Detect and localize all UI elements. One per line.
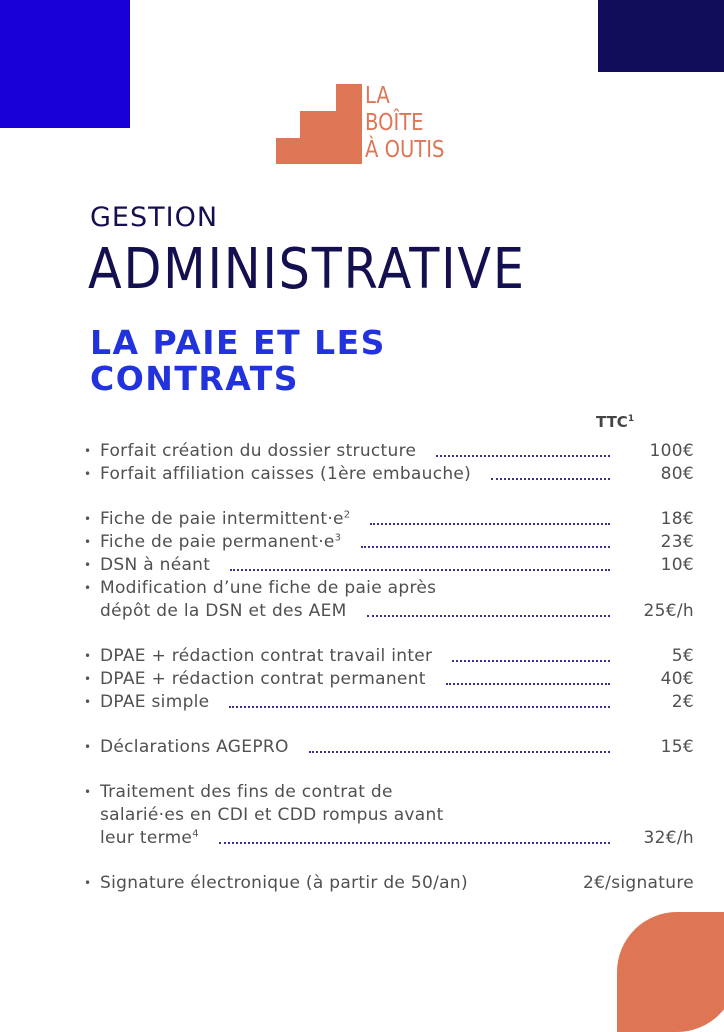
bullet-icon: • [84, 467, 92, 481]
dot-leader [230, 569, 610, 571]
list-item-price: 25€/h [643, 601, 694, 621]
group-spacer [84, 623, 694, 645]
price-column-header [596, 413, 634, 431]
list-item-text: Fiche de paie permanent·e [100, 532, 335, 552]
footnote-marker: 3 [334, 532, 342, 544]
dot-leader [309, 751, 610, 753]
list-item [84, 577, 694, 600]
logo-text [365, 83, 444, 164]
bullet-icon: • [84, 535, 92, 549]
list-item [84, 804, 694, 827]
bullet-icon: • [84, 785, 92, 799]
logo-line-2: BOÎTE [365, 110, 424, 136]
group-spacer [84, 850, 694, 872]
dot-leader [219, 842, 610, 844]
list-item-price: 2€ [671, 692, 694, 712]
list-item-text: Fiche de paie intermittent·e [100, 509, 344, 529]
section-title [90, 325, 386, 397]
list-item [84, 440, 694, 463]
list-item-text: Forfait affiliation caisses (1ère embauche) [100, 464, 472, 484]
list-item-label [100, 691, 209, 714]
bullet-icon: • [84, 876, 92, 890]
bullet-icon: • [84, 740, 92, 754]
bullet-icon: • [84, 649, 92, 663]
corner-decoration-bottom-right [617, 912, 724, 1032]
logo-line-1: LA [365, 83, 390, 109]
list-item [84, 668, 694, 691]
list-item-price: 2€/signature [582, 873, 694, 893]
list-item-label [100, 554, 210, 577]
list-item [84, 600, 694, 623]
list-item-label [100, 531, 341, 554]
bullet-icon: • [84, 581, 92, 595]
list-item-label [100, 600, 347, 623]
list-item-text: leur terme [100, 828, 193, 848]
dot-leader [229, 706, 610, 708]
list-item [84, 827, 694, 850]
dot-leader [446, 683, 610, 685]
list-item-price: 15€ [660, 737, 694, 757]
list-item-text: Forfait création du dossier structure [100, 441, 417, 461]
list-item-price: 23€ [660, 532, 694, 552]
list-item [84, 736, 694, 759]
bullet-icon: • [84, 558, 92, 572]
bullet-icon: • [84, 444, 92, 458]
list-item-label [100, 440, 416, 463]
list-item-label [100, 827, 199, 850]
list-item-text: Traitement des fins de contrat de [100, 782, 393, 802]
list-item-label [100, 463, 471, 486]
group-spacer [84, 486, 694, 508]
list-item-text: DPAE simple [100, 692, 210, 712]
list-item-price: 18€ [660, 509, 694, 529]
list-item-label [100, 577, 436, 600]
list-item [84, 872, 694, 895]
list-item [84, 508, 694, 531]
list-item-label [100, 781, 393, 804]
dot-leader [367, 615, 610, 617]
dot-leader [436, 455, 610, 457]
list-item [84, 554, 694, 577]
corner-decoration-top-right [598, 0, 724, 72]
list-item-price: 5€ [671, 646, 694, 666]
stairs-icon [276, 84, 362, 164]
list-item-label [100, 872, 468, 895]
list-item [84, 531, 694, 554]
footnote-marker: 2 [343, 509, 351, 521]
list-item-label [100, 645, 432, 668]
list-item-label [100, 508, 350, 531]
dot-leader [361, 546, 610, 548]
dot-leader [370, 523, 610, 525]
list-item-price: 10€ [660, 555, 694, 575]
list-item-text: dépôt de la DSN et des AEM [100, 601, 347, 621]
list-item [84, 645, 694, 668]
bullet-icon: • [84, 695, 92, 709]
list-item-price: 100€ [649, 441, 694, 461]
footnote-marker: 4 [192, 828, 199, 840]
list-item-text: DSN à néant [100, 555, 211, 575]
list-item-text: DPAE + rédaction contrat travail inter [100, 646, 433, 666]
list-item-text: Signature électronique (à partir de 50/an) [100, 873, 468, 893]
dot-leader [452, 660, 610, 662]
list-item-label [100, 804, 444, 827]
list-item-text: Déclarations AGEPRO [100, 737, 289, 757]
dot-leader [491, 478, 610, 480]
logo [276, 84, 476, 164]
footnote-marker: 1 [627, 414, 635, 424]
list-item [84, 781, 694, 804]
page-title: ADMINISTRATIVE [88, 237, 526, 302]
list-item-price: 80€ [660, 464, 694, 484]
price-column-header-label: TTC [596, 413, 628, 431]
section-title-line-2: CONTRATS [90, 359, 300, 398]
list-item-text: salarié·es en CDI et CDD rompus avant [100, 805, 444, 825]
corner-decoration-top-left [0, 0, 130, 128]
group-spacer [84, 759, 694, 781]
price-list [84, 440, 694, 895]
title-small: GESTION [90, 202, 219, 233]
list-item [84, 691, 694, 714]
list-item-text: DPAE + rédaction contrat permanent [100, 669, 426, 689]
group-spacer [84, 714, 694, 736]
logo-line-3: À OUTIS [365, 137, 445, 163]
list-item-price: 32€/h [643, 828, 694, 848]
list-item-label [100, 668, 426, 691]
bullet-icon: • [84, 672, 92, 686]
list-item-text: Modification d’une fiche de paie après [100, 578, 437, 598]
list-item-price: 40€ [660, 669, 694, 689]
list-item-label [100, 736, 289, 759]
list-item [84, 463, 694, 486]
bullet-icon: • [84, 512, 92, 526]
section-title-line-1: LA PAIE ET LES [90, 323, 386, 362]
